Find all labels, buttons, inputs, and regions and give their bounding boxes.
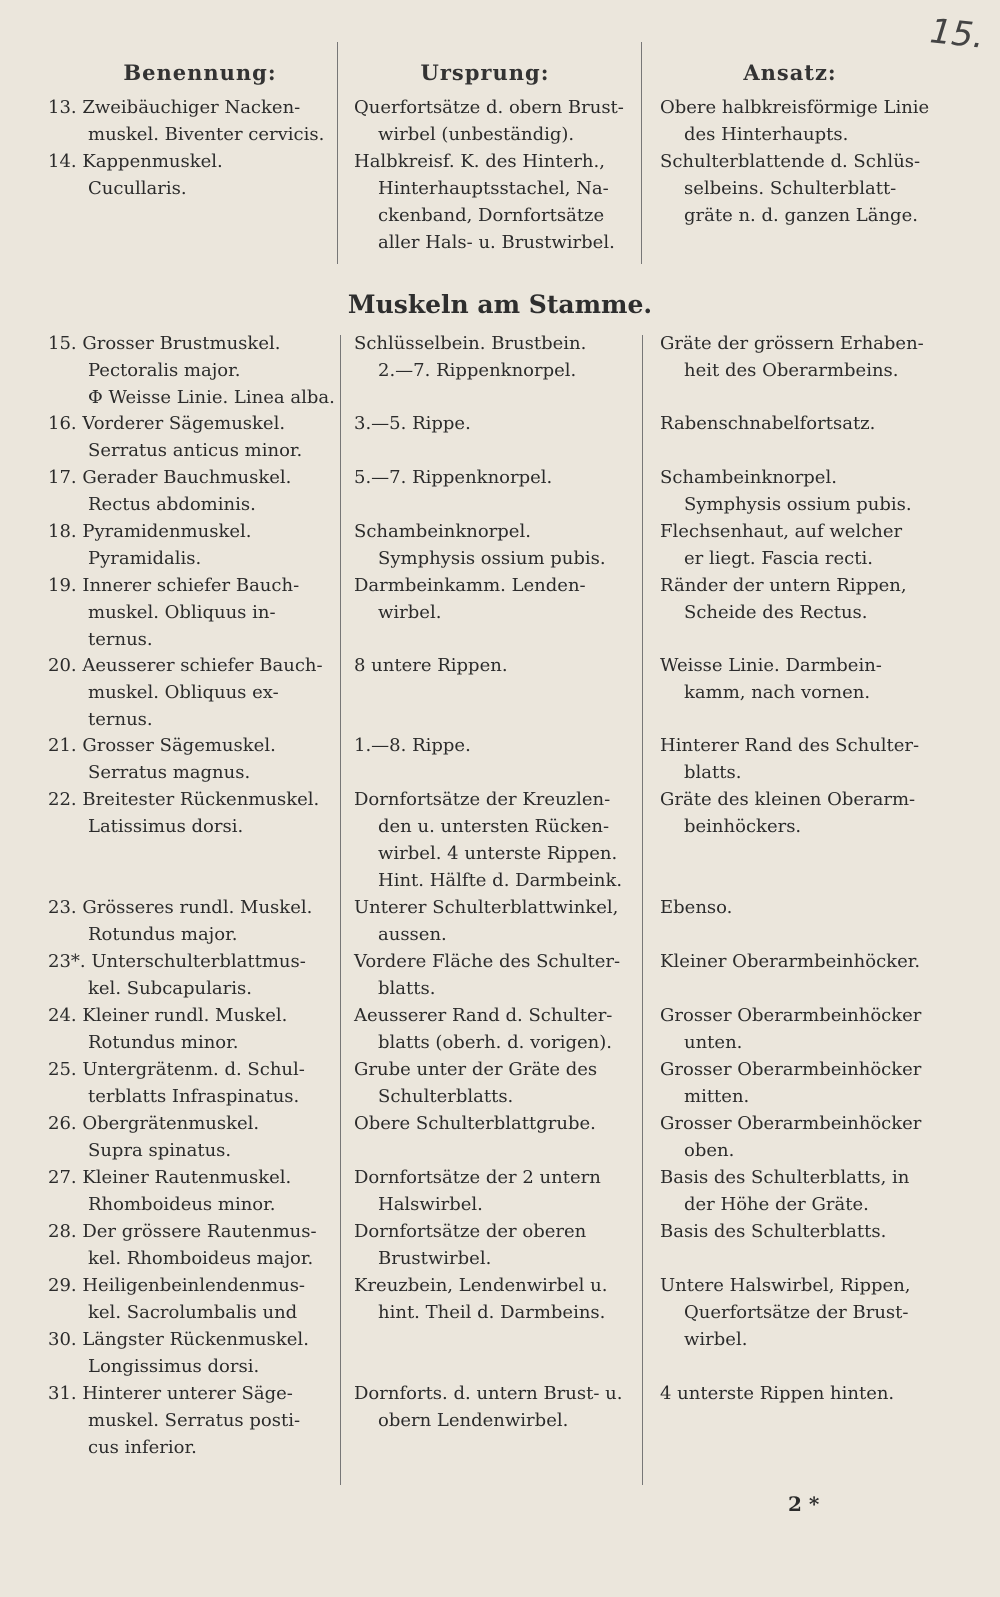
muscle-name-line: Pectoralis major.	[88, 360, 241, 381]
muscle-name-line: 19. Innerer schiefer Bauch-	[48, 575, 300, 596]
insertion-line: Hinterer Rand des Schulter-	[660, 735, 920, 756]
insertion-line: Grosser Oberarmbeinhöcker	[660, 1059, 922, 1080]
insertion-line: Gräte des kleinen Oberarm-	[660, 789, 916, 810]
muscle-name-line: Rotundus major.	[88, 924, 238, 945]
muscle-name-line: Cucullaris.	[88, 178, 187, 199]
muscle-name-line: Supra spinatus.	[88, 1140, 232, 1161]
origin-line: Hint. Hälfte d. Darmbeink.	[378, 870, 623, 891]
muscle-name-line: terblatts Infraspinatus.	[88, 1086, 300, 1107]
origin-line: Aeusserer Rand d. Schulter-	[354, 1005, 613, 1026]
muscle-name-line: 23*. Unterschulterblattmus-	[48, 951, 306, 972]
origin-line: Dornfortsätze der Kreuzlen-	[354, 789, 611, 810]
muscle-name-line: muskel. Obliquus ex-	[88, 682, 279, 703]
origin-line: obern Lendenwirbel.	[378, 1410, 569, 1431]
origin-line: den u. untersten Rücken-	[378, 816, 610, 837]
insertion-line: er liegt. Fascia recti.	[684, 548, 873, 569]
insertion-line: gräte n. d. ganzen Länge.	[684, 205, 918, 226]
origin-line: Dornfortsätze der oberen	[354, 1221, 587, 1242]
muscle-name-line: 24. Kleiner rundl. Muskel.	[48, 1005, 288, 1026]
origin-line: aussen.	[378, 924, 447, 945]
muscle-name-line: Rectus abdominis.	[88, 494, 256, 515]
insertion-line: heit des Oberarmbeins.	[684, 360, 899, 381]
muscle-name-line: 26. Obergrätenmuskel.	[48, 1113, 260, 1134]
insertion-line: Obere halbkreisförmige Linie	[660, 97, 930, 118]
muscle-name-line: Pyramidalis.	[88, 548, 202, 569]
insertion-line: Scheide des Rectus.	[684, 602, 868, 623]
origin-line: 2.—7. Rippenknorpel.	[378, 360, 577, 381]
origin-line: 8 untere Rippen.	[354, 655, 508, 676]
origin-line: Darmbeinkamm. Lenden-	[354, 575, 586, 596]
muscle-name-line: 27. Kleiner Rautenmuskel.	[48, 1167, 292, 1188]
insertion-line: kamm, nach vornen.	[684, 682, 871, 703]
muscle-name-line: 14. Kappenmuskel.	[48, 151, 223, 172]
origin-line: Kreuzbein, Lendenwirbel u.	[354, 1275, 608, 1296]
muscle-name-line: 13. Zweibäuchiger Nacken-	[48, 97, 301, 118]
origin-line: wirbel.	[378, 602, 442, 623]
muscle-name-line: cus inferior.	[88, 1437, 197, 1458]
muscle-name-line: 28. Der grössere Rautenmus-	[48, 1221, 317, 1242]
column-divider	[641, 42, 642, 264]
insertion-line: Kleiner Oberarmbeinhöcker.	[660, 951, 921, 972]
origin-line: hint. Theil d. Darmbeins.	[378, 1302, 606, 1323]
muscle-name-line: kel. Subcapularis.	[88, 978, 252, 999]
header-ansatz: Ansatz:	[743, 60, 837, 85]
insertion-line: Weisse Linie. Darmbein-	[660, 655, 882, 676]
insertion-line: unten.	[684, 1032, 743, 1053]
signature-mark: 2 *	[788, 1492, 820, 1516]
insertion-line: 4 unterste Rippen hinten.	[660, 1383, 895, 1404]
muscle-name-line: 18. Pyramidenmuskel.	[48, 521, 252, 542]
origin-line: Unterer Schulterblattwinkel,	[354, 897, 619, 918]
insertion-line: der Höhe der Gräte.	[684, 1194, 869, 1215]
origin-line: Dornfortsätze der 2 untern	[354, 1167, 601, 1188]
insertion-line: Grosser Oberarmbeinhöcker	[660, 1113, 922, 1134]
origin-line: Schlüsselbein. Brustbein.	[354, 333, 587, 354]
muscle-name-line: Latissimus dorsi.	[88, 816, 244, 837]
insertion-line: des Hinterhaupts.	[684, 124, 849, 145]
origin-line: Dornforts. d. untern Brust- u.	[354, 1383, 623, 1404]
origin-line: Halbkreisf. K. des Hinterh.,	[354, 151, 605, 172]
muscle-name-line: 15. Grosser Brustmuskel.	[48, 333, 281, 354]
muscle-name-line: 17. Gerader Bauchmuskel.	[48, 467, 292, 488]
muscle-name-line: ternus.	[88, 709, 153, 730]
muscle-name-line: 20. Aeusserer schiefer Bauch-	[48, 655, 323, 676]
origin-line: 5.—7. Rippenknorpel.	[354, 467, 553, 488]
muscle-name-line: Rotundus minor.	[88, 1032, 239, 1053]
origin-line: wirbel (unbeständig).	[378, 124, 575, 145]
origin-line: blatts.	[378, 978, 436, 999]
origin-line: Hinterhauptsstachel, Na-	[378, 178, 609, 199]
muscle-name-line: 31. Hinterer unterer Säge-	[48, 1383, 293, 1404]
insertion-line: Ebenso.	[660, 897, 733, 918]
muscle-name-line: muskel. Serratus posti-	[88, 1410, 301, 1431]
muscle-name-line: kel. Rhomboideus major.	[88, 1248, 314, 1269]
column-divider	[642, 335, 643, 1485]
muscle-name-line: ternus.	[88, 629, 153, 650]
column-divider	[337, 42, 338, 264]
origin-line: ckenband, Dornfortsätze	[378, 205, 605, 226]
muscle-name-line: kel. Sacrolumbalis und	[88, 1302, 298, 1323]
insertion-line: oben.	[684, 1140, 735, 1161]
muscle-name-line: muskel. Biventer cervicis.	[88, 124, 325, 145]
muscle-name-line: 16. Vorderer Sägemuskel.	[48, 413, 286, 434]
insertion-line: Rabenschnabelfortsatz.	[660, 413, 876, 434]
origin-line: Vordere Fläche des Schulter-	[354, 951, 621, 972]
page-number: 15.	[928, 11, 987, 57]
origin-line: wirbel. 4 unterste Rippen.	[378, 843, 618, 864]
origin-line: 3.—5. Rippe.	[354, 413, 471, 434]
insertion-line: wirbel.	[684, 1329, 748, 1350]
muscle-name-line: 30. Längster Rückenmuskel.	[48, 1329, 309, 1350]
muscle-name-line: Serratus magnus.	[88, 762, 251, 783]
origin-line: Querfortsätze d. obern Brust-	[354, 97, 624, 118]
insertion-line: Ränder der untern Rippen,	[660, 575, 907, 596]
muscle-name-line: 23. Grösseres rundl. Muskel.	[48, 897, 313, 918]
header-ursprung: Ursprung:	[420, 60, 550, 85]
insertion-line: Gräte der grössern Erhaben-	[660, 333, 924, 354]
muscle-name-line: Serratus anticus minor.	[88, 440, 303, 461]
origin-line: Halswirbel.	[378, 1194, 483, 1215]
insertion-line: beinhöckers.	[684, 816, 802, 837]
insertion-line: Grosser Oberarmbeinhöcker	[660, 1005, 922, 1026]
muscle-name-line: 22. Breitester Rückenmuskel.	[48, 789, 320, 810]
muscle-name-line: Longissimus dorsi.	[88, 1356, 260, 1377]
muscle-name-line: 25. Untergrätenm. d. Schul-	[48, 1059, 305, 1080]
origin-line: Schulterblatts.	[378, 1086, 514, 1107]
origin-line: Obere Schulterblattgrube.	[354, 1113, 596, 1134]
origin-line: blatts (oberh. d. vorigen).	[378, 1032, 612, 1053]
muscle-name-line: Φ Weisse Linie. Linea alba.	[88, 387, 335, 408]
insertion-line: Schambeinknorpel.	[660, 467, 837, 488]
insertion-line: Basis des Schulterblatts.	[660, 1221, 887, 1242]
insertion-line: Basis des Schulterblatts, in	[660, 1167, 910, 1188]
muscle-name-line: Rhomboideus minor.	[88, 1194, 276, 1215]
insertion-line: Untere Halswirbel, Rippen,	[660, 1275, 911, 1296]
insertion-line: Schulterblattende d. Schlüs-	[660, 151, 921, 172]
origin-line: 1.—8. Rippe.	[354, 735, 471, 756]
muscle-name-line: 29. Heiligenbeinlendenmus-	[48, 1275, 306, 1296]
insertion-line: Symphysis ossium pubis.	[684, 494, 912, 515]
column-divider	[340, 335, 341, 1485]
muscle-name-line: 21. Grosser Sägemuskel.	[48, 735, 276, 756]
insertion-line: mitten.	[684, 1086, 750, 1107]
header-benennung: Benennung:	[123, 60, 277, 85]
section-title: Muskeln am Stamme.	[347, 290, 653, 319]
origin-line: Schambeinknorpel.	[354, 521, 531, 542]
insertion-line: Querfortsätze der Brust-	[684, 1302, 909, 1323]
insertion-line: Flechsenhaut, auf welcher	[660, 521, 903, 542]
insertion-line: selbeins. Schulterblatt-	[684, 178, 897, 199]
insertion-line: blatts.	[684, 762, 742, 783]
origin-line: aller Hals- u. Brustwirbel.	[378, 232, 615, 253]
muscle-name-line: muskel. Obliquus in-	[88, 602, 276, 623]
origin-line: Brustwirbel.	[378, 1248, 492, 1269]
origin-line: Symphysis ossium pubis.	[378, 548, 606, 569]
origin-line: Grube unter der Gräte des	[354, 1059, 598, 1080]
